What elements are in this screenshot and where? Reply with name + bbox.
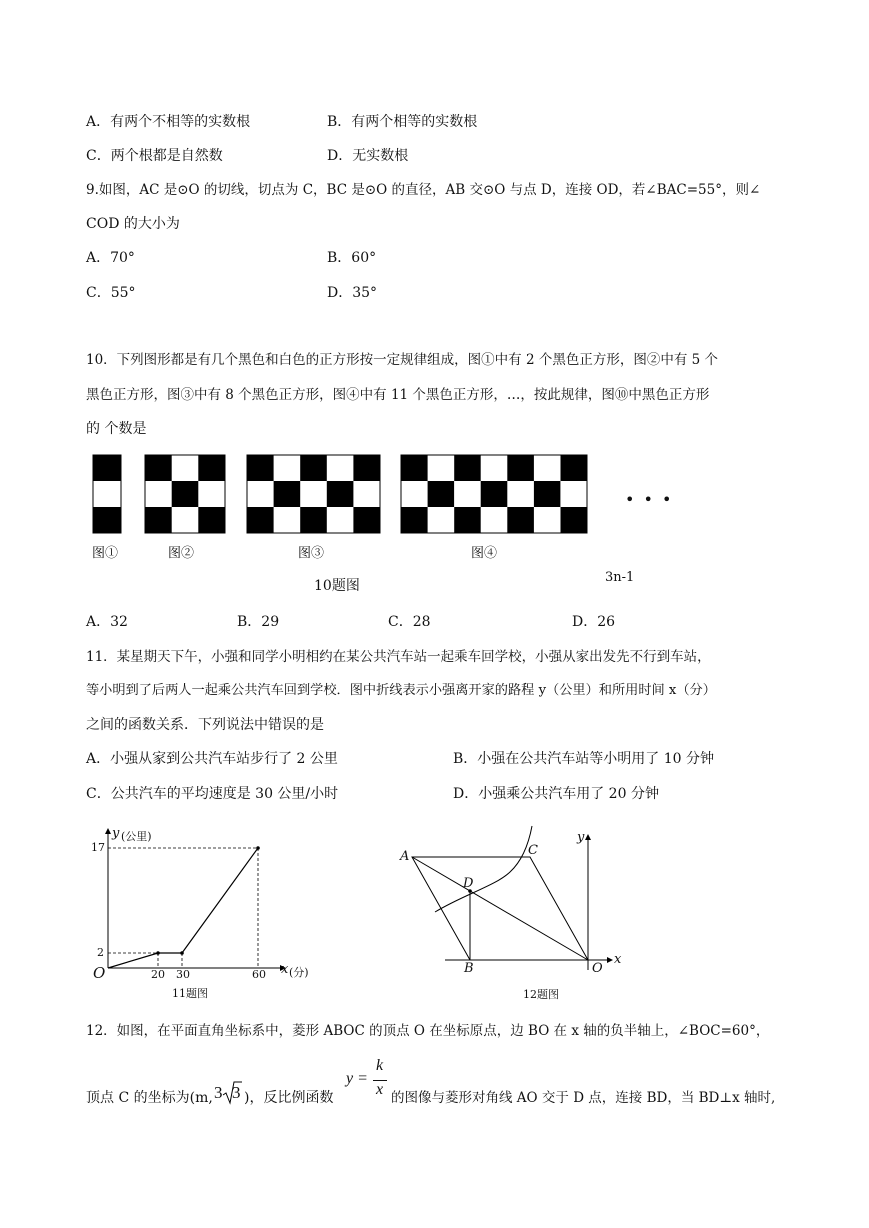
q11-y-unit: (公里) [121,830,152,843]
q9-question-line1: 9.如图，AC 是⊙O 的切线，切点为 C，BC 是⊙O 的直径，AB 交⊙O 与点 D，连接 OD，若∠BAC=55°，则∠ [86,182,761,198]
q12-rhombus-figure [395,820,625,980]
q11-y-tick-2: 2 [97,946,104,959]
q9-question-line2: COD 的大小为 [86,216,180,232]
q10-figure-3-label: 图③ [298,546,325,561]
q12-diagonal-ao [412,857,588,960]
q8-option-c: C．两个根都是自然数 [86,148,223,164]
q10-figure-4 [401,455,587,533]
q9-option-c: C．55° [86,285,136,301]
q11-option-c: C．公共汽车的平均速度是 30 公里/小时 [86,786,339,802]
q10-figure-caption: 10题图 [314,578,360,594]
q12-label-y: y [577,830,585,845]
q10-figure-1 [93,455,121,533]
q12-question-line2-start: 顶点 C 的坐标为(m, [86,1090,213,1106]
q8-option-d: D．无实数根 [327,148,409,164]
q9-option-b: B．60° [327,250,377,266]
q11-x-label: x [281,962,289,977]
q12-sqrt-argument: 3 [232,1083,241,1102]
q12-question-line1: 12．如图，在平面直角坐标系中，菱形 ABOC 的顶点 O 在坐标原点，边 BO 在 x 轴的负半轴上，∠BOC=60°， [86,1023,770,1039]
q10-answer-note: 3n-1 [605,570,635,585]
q12-y-axis-arrow-icon [585,834,591,840]
q11-y-axis-arrow-icon [105,828,111,834]
q12-label-x: x [614,952,622,967]
q12-function-k: k [376,1057,384,1074]
q9-option-d: D．35° [327,285,378,301]
q10-question-line3: 的 个数是 [86,421,147,437]
q8-option-a: A．有两个不相等的实数根 [86,114,251,130]
q11-option-d: D．小强乘公共汽车用了 20 分钟 [453,786,659,802]
q10-figure-4-label: 图④ [471,546,498,561]
q10-question-line2: 黑色正方形，图③中有 8 个黑色正方形，图④中有 11 个黑色正方形，…，按此规律，图⑩中黑色正方形 [86,387,710,403]
q12-function-x: x [376,1081,384,1098]
q11-question-line3: 之间的函数关系．下列说法中错误的是 [86,717,324,733]
q10-question-line1: 10．下列图形都是有几个黑色和白色的正方形按一定规律组成，图①中有 2 个黑色正方形，图②中有 5 个 [86,352,719,368]
q11-question-line1: 11．某星期天下午，小强和同学小明相约在某公共汽车站一起乘车回学校，小强从家出发先不行到车站， [86,649,711,665]
q10-option-b: B．29 [237,614,280,630]
q11-y-tick-17: 17 [91,841,105,854]
q11-x-tick-20: 20 [151,968,165,981]
q10-figure-3 [247,455,380,533]
q11-option-b: B．小强在公共汽车站等小明用了 10 分钟 [453,751,715,767]
q9-option-a: A．70° [86,250,135,266]
q12-function-y: y = [346,1070,368,1087]
q12-question-line2-end: 的图像与菱形对角线 AO 交于 D 点，连接 BD，当 BD⊥x 轴时, [391,1090,776,1106]
q11-x-unit: (分) [289,966,309,979]
q12-sqrt-coefficient: 3 [214,1083,223,1102]
q10-option-c: C．28 [388,614,431,630]
q10-option-a: A．32 [86,614,128,630]
q12-label-o: O [592,961,603,976]
q12-label-a: A [400,849,410,864]
q11-option-a: A．小强从家到公共汽车站步行了 2 公里 [86,751,338,767]
q11-origin-label: O [93,964,106,982]
q12-label-b: B [464,961,474,976]
q11-distance-polyline [108,848,258,968]
q10-pattern-figures [90,452,665,536]
q11-figure-caption: 11题图 [172,987,208,1000]
q11-question-line2: 等小明到了后两人一起乘公共汽车回到学校．图中折线表示小强离开家的路程 y（公里）和所用时间 x（分） [86,683,716,698]
q11-x-tick-60: 60 [252,968,266,981]
q11-y-label: y [112,826,120,841]
q12-label-c: C [528,843,538,858]
q8-option-b: B．有两个相等的实数根 [327,114,478,130]
q10-continuation-dots: • • • [625,490,674,509]
q10-figure-2-label: 图② [168,546,195,561]
q10-figure-2 [145,455,225,533]
q10-option-d: D．26 [572,614,616,630]
q12-question-line2-mid: )，反比例函数 [244,1090,334,1106]
q10-figure-1-label: 图① [92,546,119,561]
q11-x-tick-30: 30 [176,968,190,981]
q12-figure-caption: 12题图 [523,988,559,1001]
q12-label-d: D [463,876,474,891]
q12-x-axis-arrow-icon [607,957,613,963]
